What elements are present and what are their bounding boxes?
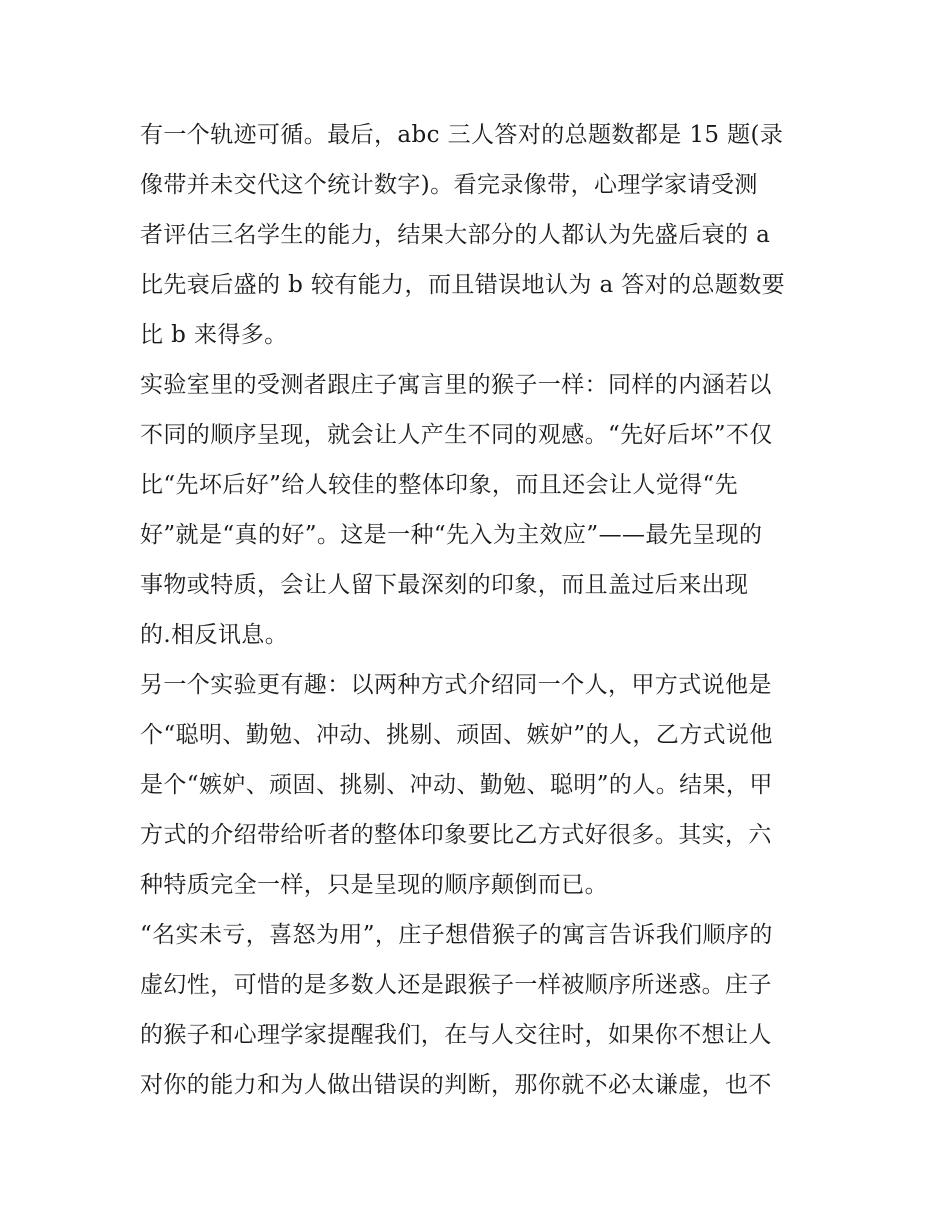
document-body — [140, 110, 820, 1110]
text-line: 有一个轨迹可循。最后，abc 三人答对的总题数都是 15 题(录 — [140, 122, 784, 148]
text-line: 像带并未交代这个统计数字)。看完录像带，心理学家请受测 — [140, 172, 758, 198]
text-line: 是个“嫉妒、顽固、挑剔、冲动、勤勉、聪明”的人。结果，甲 — [140, 772, 773, 798]
text-line: 个“聪明、勤勉、冲动、挑剔、顽固、嫉妒”的人，乙方式说他 — [140, 722, 773, 748]
paragraph-1 — [140, 110, 820, 360]
text-line: 事物或特质，会让人留下最深刻的印象，而且盖过后来出现 — [140, 572, 749, 598]
text-line: 者评估三名学生的能力，结果大部分的人都认为先盛后衰的 a — [140, 222, 771, 248]
text-line: 比“先坏后好”给人较佳的整体印象，而且还会让人觉得“先 — [140, 472, 739, 498]
text-line: 另一个实验更有趣：以两种方式介绍同一个人，甲方式说他是 — [140, 672, 772, 698]
text-line: “名实未亏，喜怒为用”，庄子想借猴子的寓言告诉我们顺序的 — [140, 922, 773, 948]
paragraph-4 — [140, 910, 820, 1110]
text-line: 实验室里的受测者跟庄子寓言里的猴子一样：同样的内涵若以 — [140, 372, 772, 398]
text-line: 好”就是“真的好”。这是一种“先入为主效应”——最先呈现的 — [140, 522, 763, 548]
text-line: 的猴子和心理学家提醒我们，在与人交往时，如果你不想让人 — [140, 1022, 772, 1048]
text-line: 不同的顺序呈现，就会让人产生不同的观感。“先好后坏”不仅 — [140, 422, 773, 448]
text-line: 的.相反讯息。 — [140, 622, 289, 648]
text-line: 比先衰后盛的 b 较有能力，而且错误地认为 a 答对的总题数要 — [140, 272, 786, 298]
text-line: 虚幻性，可惜的是多数人还是跟猴子一样被顺序所迷惑。庄子 — [140, 972, 772, 998]
text-line: 方式的介绍带给听者的整体印象要比乙方式好很多。其实，六 — [140, 822, 772, 848]
paragraph-3 — [140, 660, 820, 910]
text-line: 对你的能力和为人做出错误的判断，那你就不必太谦虚，也不 — [140, 1072, 772, 1098]
text-line: 比 b 来得多。 — [140, 322, 288, 348]
paragraph-2 — [140, 360, 820, 660]
text-line: 种特质完全一样，只是呈现的顺序颠倒而已。 — [140, 872, 608, 898]
